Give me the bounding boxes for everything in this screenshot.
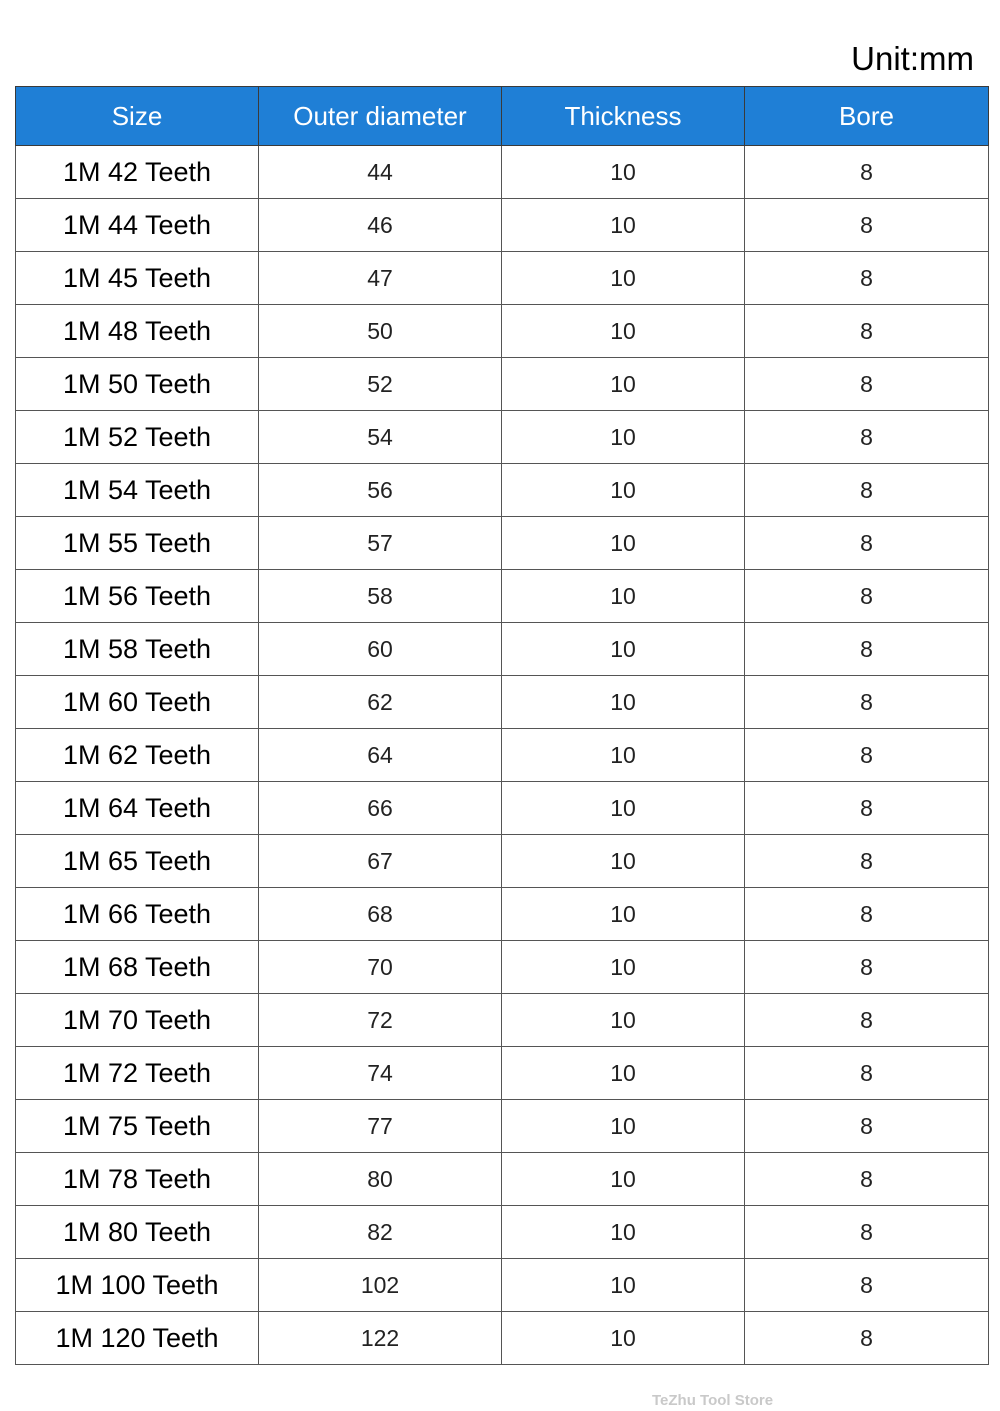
cell-outer-diameter: 60 [259, 623, 502, 676]
cell-bore: 8 [745, 1100, 989, 1153]
cell-size: 1M 72 Teeth [16, 1047, 259, 1100]
spec-table [15, 86, 989, 1365]
cell-size: 1M 42 Teeth [16, 146, 259, 199]
cell-bore: 8 [745, 994, 989, 1047]
cell-size: 1M 66 Teeth [16, 888, 259, 941]
cell-outer-diameter: 80 [259, 1153, 502, 1206]
cell-thickness: 10 [502, 252, 745, 305]
cell-outer-diameter: 50 [259, 305, 502, 358]
table-row [16, 252, 989, 305]
table-row [16, 676, 989, 729]
cell-bore: 8 [745, 252, 989, 305]
cell-bore: 8 [745, 1047, 989, 1100]
cell-thickness: 10 [502, 199, 745, 252]
cell-thickness: 10 [502, 1153, 745, 1206]
cell-outer-diameter: 56 [259, 464, 502, 517]
table-row [16, 1259, 989, 1312]
cell-bore: 8 [745, 623, 989, 676]
cell-outer-diameter: 62 [259, 676, 502, 729]
cell-thickness: 10 [502, 1047, 745, 1100]
table-row [16, 729, 989, 782]
cell-bore: 8 [745, 676, 989, 729]
column-header-thickness: Thickness [502, 87, 745, 146]
cell-size: 1M 100 Teeth [16, 1259, 259, 1312]
cell-thickness: 10 [502, 1100, 745, 1153]
cell-size: 1M 62 Teeth [16, 729, 259, 782]
cell-thickness: 10 [502, 517, 745, 570]
table-row [16, 305, 989, 358]
column-header-size: Size [16, 87, 259, 146]
cell-outer-diameter: 46 [259, 199, 502, 252]
table-row [16, 1206, 989, 1259]
cell-size: 1M 48 Teeth [16, 305, 259, 358]
cell-size: 1M 56 Teeth [16, 570, 259, 623]
cell-thickness: 10 [502, 994, 745, 1047]
cell-bore: 8 [745, 1312, 989, 1365]
cell-bore: 8 [745, 888, 989, 941]
cell-outer-diameter: 58 [259, 570, 502, 623]
cell-thickness: 10 [502, 782, 745, 835]
cell-size: 1M 68 Teeth [16, 941, 259, 994]
cell-outer-diameter: 52 [259, 358, 502, 411]
cell-outer-diameter: 66 [259, 782, 502, 835]
cell-outer-diameter: 44 [259, 146, 502, 199]
cell-thickness: 10 [502, 888, 745, 941]
cell-size: 1M 70 Teeth [16, 994, 259, 1047]
table-body [16, 146, 989, 1365]
cell-bore: 8 [745, 464, 989, 517]
cell-bore: 8 [745, 941, 989, 994]
cell-size: 1M 80 Teeth [16, 1206, 259, 1259]
cell-bore: 8 [745, 305, 989, 358]
cell-size: 1M 54 Teeth [16, 464, 259, 517]
cell-bore: 8 [745, 517, 989, 570]
cell-outer-diameter: 74 [259, 1047, 502, 1100]
cell-size: 1M 55 Teeth [16, 517, 259, 570]
cell-size: 1M 44 Teeth [16, 199, 259, 252]
store-watermark: TeZhu Tool Store [652, 1392, 774, 1409]
cell-size: 1M 120 Teeth [16, 1312, 259, 1365]
table-row [16, 199, 989, 252]
table-row [16, 1100, 989, 1153]
cell-thickness: 10 [502, 676, 745, 729]
table-row [16, 623, 989, 676]
table-row [16, 1312, 989, 1365]
column-header-bore: Bore [745, 87, 989, 146]
table-row [16, 888, 989, 941]
cell-size: 1M 58 Teeth [16, 623, 259, 676]
cell-size: 1M 60 Teeth [16, 676, 259, 729]
cell-outer-diameter: 70 [259, 941, 502, 994]
table-row [16, 1047, 989, 1100]
cell-thickness: 10 [502, 411, 745, 464]
cell-thickness: 10 [502, 835, 745, 888]
cell-size: 1M 65 Teeth [16, 835, 259, 888]
cell-bore: 8 [745, 782, 989, 835]
cell-thickness: 10 [502, 941, 745, 994]
cell-outer-diameter: 64 [259, 729, 502, 782]
cell-bore: 8 [745, 146, 989, 199]
cell-thickness: 10 [502, 1206, 745, 1259]
header-row [16, 87, 989, 146]
table-header [16, 87, 989, 146]
cell-thickness: 10 [502, 358, 745, 411]
cell-thickness: 10 [502, 1312, 745, 1365]
cell-thickness: 10 [502, 305, 745, 358]
cell-outer-diameter: 54 [259, 411, 502, 464]
table-row [16, 358, 989, 411]
table-row [16, 941, 989, 994]
cell-outer-diameter: 82 [259, 1206, 502, 1259]
unit-label: Unit:mm [851, 40, 974, 77]
cell-thickness: 10 [502, 464, 745, 517]
cell-bore: 8 [745, 1153, 989, 1206]
cell-thickness: 10 [502, 1259, 745, 1312]
cell-size: 1M 75 Teeth [16, 1100, 259, 1153]
column-header-outer-diameter: Outer diameter [259, 87, 502, 146]
cell-outer-diameter: 47 [259, 252, 502, 305]
cell-bore: 8 [745, 358, 989, 411]
cell-thickness: 10 [502, 623, 745, 676]
table-row [16, 782, 989, 835]
cell-outer-diameter: 77 [259, 1100, 502, 1153]
cell-bore: 8 [745, 411, 989, 464]
table-row [16, 994, 989, 1047]
cell-size: 1M 45 Teeth [16, 252, 259, 305]
cell-outer-diameter: 72 [259, 994, 502, 1047]
table-row [16, 1153, 989, 1206]
cell-bore: 8 [745, 729, 989, 782]
cell-bore: 8 [745, 199, 989, 252]
cell-outer-diameter: 102 [259, 1259, 502, 1312]
table-row [16, 570, 989, 623]
cell-outer-diameter: 122 [259, 1312, 502, 1365]
cell-bore: 8 [745, 1259, 989, 1312]
cell-size: 1M 50 Teeth [16, 358, 259, 411]
cell-thickness: 10 [502, 146, 745, 199]
table-row [16, 517, 989, 570]
cell-bore: 8 [745, 570, 989, 623]
cell-outer-diameter: 68 [259, 888, 502, 941]
cell-thickness: 10 [502, 729, 745, 782]
table-row [16, 835, 989, 888]
table-row [16, 464, 989, 517]
cell-size: 1M 78 Teeth [16, 1153, 259, 1206]
cell-thickness: 10 [502, 570, 745, 623]
cell-outer-diameter: 67 [259, 835, 502, 888]
cell-outer-diameter: 57 [259, 517, 502, 570]
cell-size: 1M 52 Teeth [16, 411, 259, 464]
cell-size: 1M 64 Teeth [16, 782, 259, 835]
cell-bore: 8 [745, 835, 989, 888]
table-row [16, 411, 989, 464]
cell-bore: 8 [745, 1206, 989, 1259]
table-row [16, 146, 989, 199]
